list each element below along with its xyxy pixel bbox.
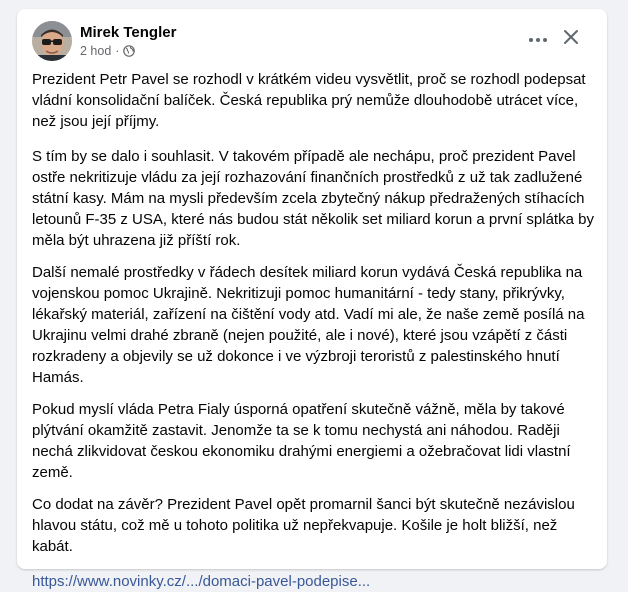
post-time[interactable]: 2 hod — [80, 44, 112, 58]
meta-separator: · — [115, 44, 120, 58]
avatar-image — [32, 21, 72, 61]
close-button[interactable] — [557, 25, 585, 53]
post-paragraph: Prezident Petr Pavel se rozhodl v krátkém videu vysvětlit, proč se rozhodl podepsat vládní konsolidační balíček. Česká republika prý nemůže dlouhodobě utrácet více, než jsou její příjmy. — [32, 71, 586, 130]
post-paragraph: Pokud myslí vláda Petra Fialy úsporná opatření skutečně vážně, měla by takové plýtvání okamžitě zastavit. Jenomže ta se k tomu nechystá ani náhodou. Raději nechá zlikvidovat českou ekonomiku drahými energiemi a ožebračovat lidi vlastní země. — [32, 401, 571, 481]
more-options-button[interactable] — [524, 28, 552, 50]
article-link[interactable]: https://www.novinky.cz/.../domaci-pavel-podepise... — [32, 573, 371, 590]
post-meta — [80, 44, 135, 58]
close-icon — [563, 29, 579, 50]
post-paragraph: Další nemalé prostředky v řádech desítek miliard korun vydává Česká republika na vojenskou pomoc Ukrajině. Nekritizuji pomoc humanitární - tedy stany, přikrývky, lékařský materiál, zařízení na čištění vody atd. Vadí mi ale, že naše země posílá na Ukrajinu velmi drahé zbraně (nejen použité, ale i nové), které jsou vzápětí z části rozkradeny a objevily se už dokonce i ve výzbroji teroristů z palestinského hnutí Hamás. — [32, 264, 585, 386]
more-horizontal-icon — [528, 30, 548, 48]
post-paragraph: Co dodat na závěr? Prezident Pavel opět promarnil šanci být skutečně nezávislou hlavou státu, což mě u tohoto politika už nepřekvapuje. Košile je holt bližší, než kabát. — [32, 496, 575, 555]
post-card — [17, 9, 607, 590]
avatar[interactable] — [32, 21, 72, 61]
post-header — [17, 9, 607, 69]
post-body — [32, 69, 594, 592]
post-paragraph: S tím by se dalo i souhlasit. V takovém případě ale nechápu, proč prezident Pavel ostře nekritizuje vládu za její rozhazování finančních prostředků z už tak zadlužené státní kasy. Mám na mysli především zcela zbytečný nákup předražených stíhacích letounů F-35 z USA, které nás budou stát několik set miliard korun a první splátka by měla být uhrazena již příští rok. — [32, 148, 594, 249]
author-name[interactable]: Mirek Tengler — [80, 24, 177, 41]
globe-icon[interactable] — [123, 45, 135, 57]
